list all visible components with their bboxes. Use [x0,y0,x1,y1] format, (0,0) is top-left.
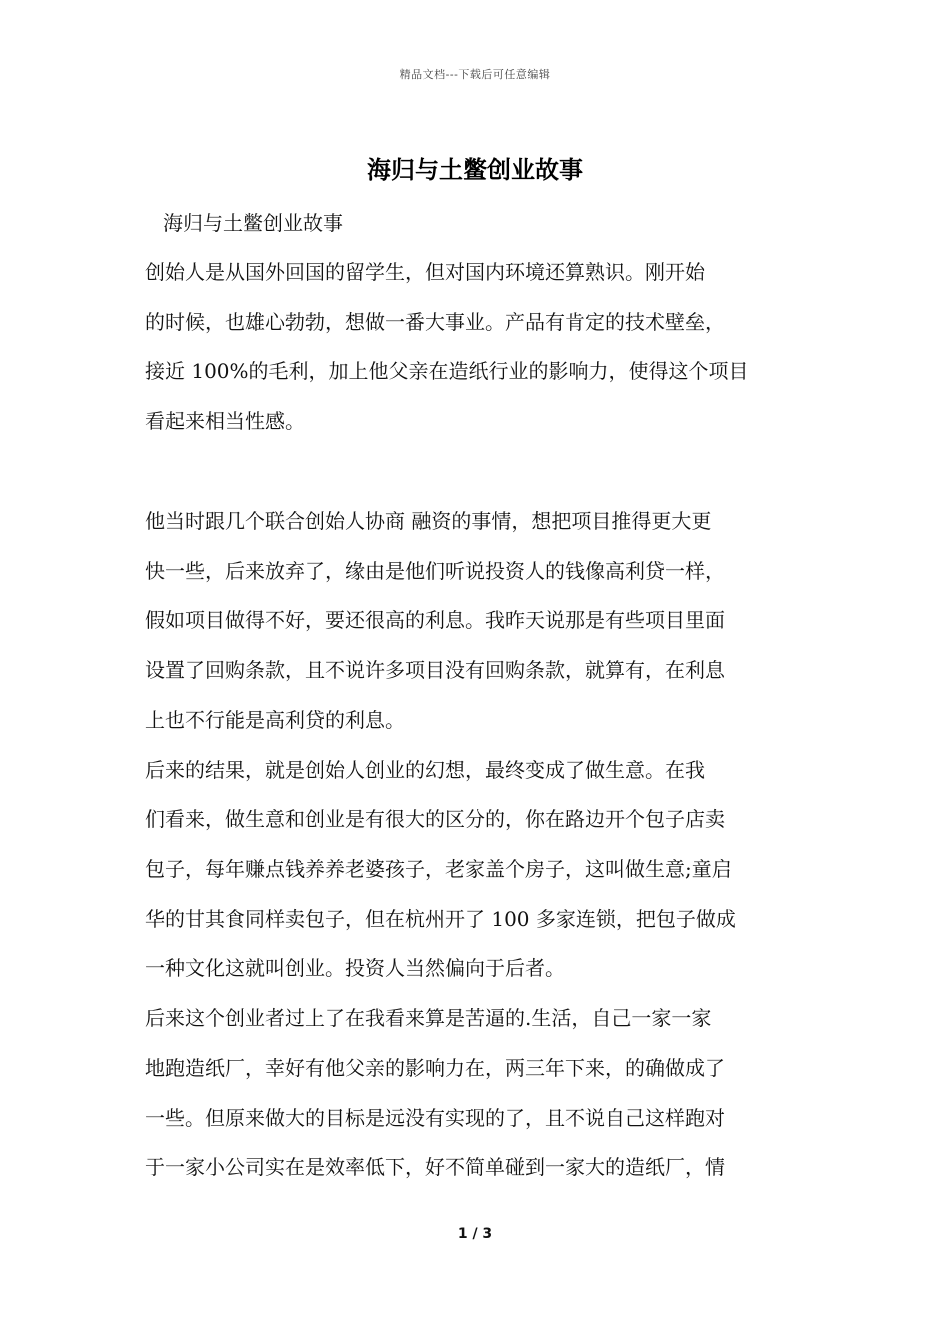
body-line: 包子，每年赚点钱养养老婆孩子，老家盖个房子，这叫做生意;童启 [145,857,732,881]
body-line: 快一些，后来放弃了，缘由是他们听说投资人的钱像高利贷一样， [145,559,725,583]
body-line: 他当时跟几个联合创始人协商 融资的事情，想把项目推得更大更 [145,509,712,533]
body-line: 地跑造纸厂，幸好有他父亲的影响力在，两三年下来，的确做成了 [145,1056,725,1080]
body-line: 后来的结果，就是创始人创业的幻想，最终变成了做生意。在我 [145,758,705,782]
body-line: 于一家小公司实在是效率低下，好不简单碰到一家大的造纸厂，情 [145,1155,725,1179]
document-title: 海归与土鳖创业故事 [367,155,583,184]
body-line: 创始人是从国外回国的留学生，但对国内环境还算熟识。刚开始 [145,260,705,284]
body-line: 们看来，做生意和创业是有很大的区分的，你在路边开个包子店卖 [145,807,725,831]
body-line: 华的甘其食同样卖包子，但在杭州开了 100 多家连锁，把包子做成 [145,907,736,931]
header-note: 精品文档---下载后可任意编辑 [399,68,551,81]
body-line: 一种文化这就叫创业。投资人当然偏向于后者。 [145,956,565,980]
body-line: 看起来相当性感。 [145,409,305,433]
body-line: 假如项目做得不好，要还很高的利息。我昨天说那是有些项目里面 [145,608,725,632]
body-line: 上也不行能是高利贷的利息。 [145,708,405,732]
document-subtitle: 海归与土鳖创业故事 [163,211,343,235]
body-line: 后来这个创业者过上了在我看来算是苦逼的.生活，自己一家一家 [145,1006,712,1030]
body-line: 的时候，也雄心勃勃，想做一番大事业。产品有肯定的技术壁垒， [145,310,725,334]
page-number: 1 / 3 [457,1226,493,1242]
body-line: 一些。但原来做大的目标是远没有实现的了，且不说自己这样跑对 [145,1106,725,1130]
body-line: 设置了回购条款，且不说许多项目没有回购条款，就算有，在利息 [145,658,725,682]
body-line: 接近 100%的毛利，加上他父亲在造纸行业的影响力，使得这个项目 [145,359,749,383]
document-body [145,0,805,1344]
